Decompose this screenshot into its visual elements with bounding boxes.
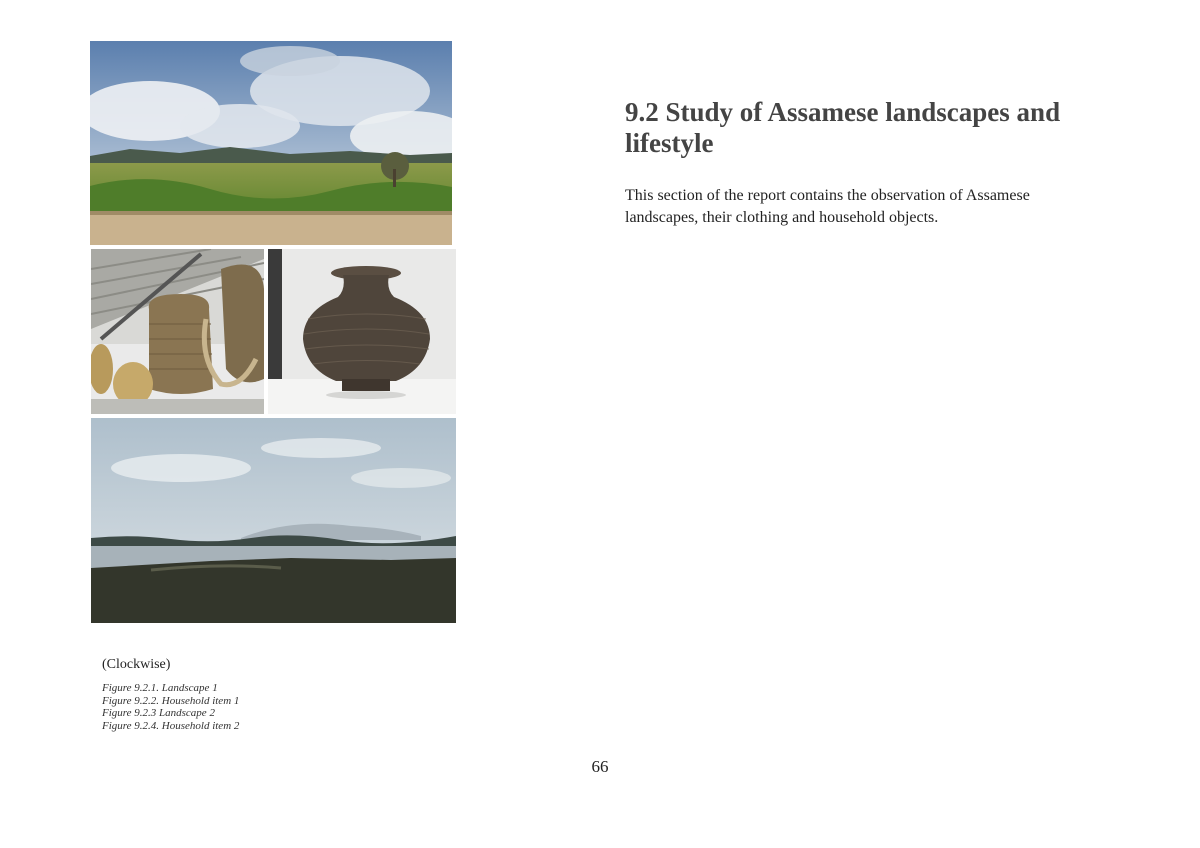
photo-household-1 bbox=[91, 249, 264, 414]
photo-landscape-2 bbox=[91, 418, 456, 623]
section-heading: 9.2 Study of Assamese landscapes and lifestyle bbox=[625, 97, 1061, 158]
section-body: This section of the report contains the observation of Assamese landscapes, their clothing and household objects. bbox=[625, 187, 1030, 226]
figure-caption-item: Figure 9.2.3 Landscape 2 bbox=[102, 707, 215, 719]
figure-caption-item: Figure 9.2.1. Landscape 1 bbox=[102, 682, 218, 694]
photo-landscape-1 bbox=[90, 41, 452, 245]
photo-household-2 bbox=[268, 249, 456, 414]
figure-caption-item: Figure 9.2.2. Household item 1 bbox=[102, 694, 240, 707]
figure-caption-item: Figure 9.2.4. Household item 2 bbox=[102, 719, 240, 732]
figure-caption-lead: (Clockwise) bbox=[102, 657, 171, 672]
page-number: 66 bbox=[591, 757, 609, 776]
figure-caption-list bbox=[102, 682, 239, 732]
